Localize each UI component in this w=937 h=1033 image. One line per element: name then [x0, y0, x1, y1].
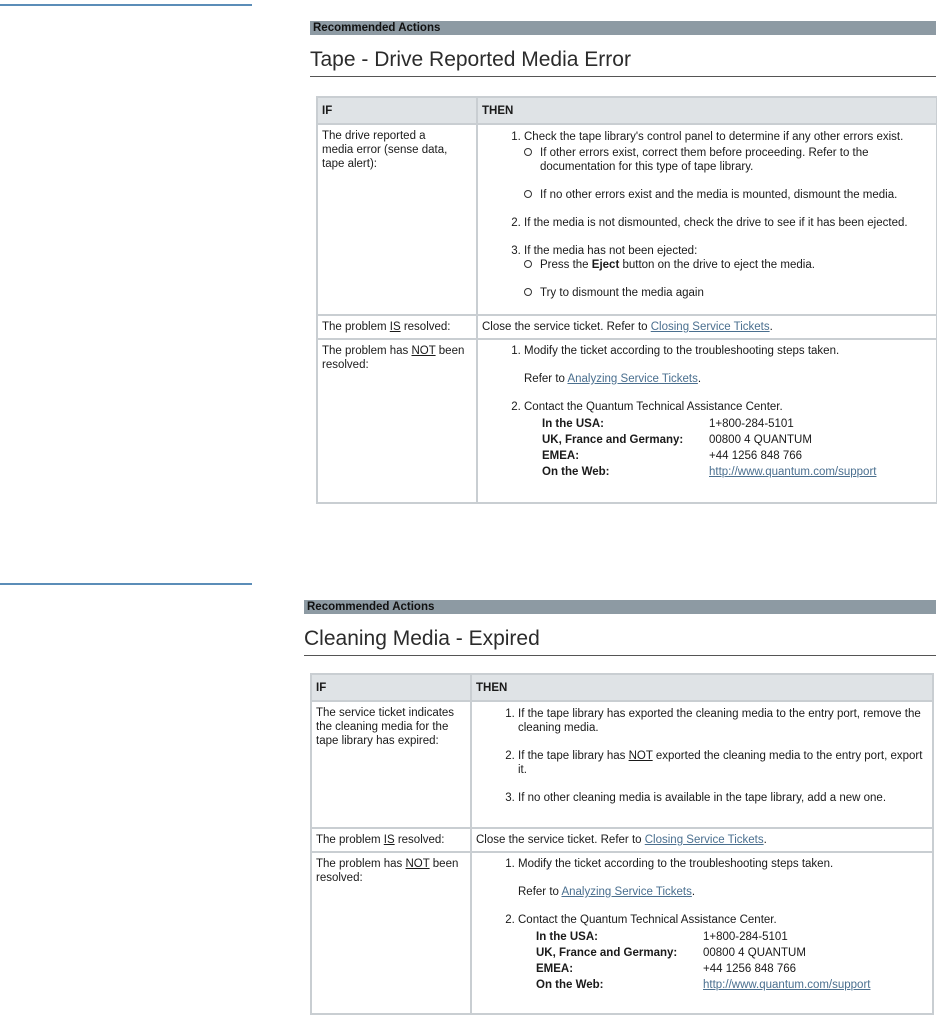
list-item	[524, 344, 932, 386]
emphasis-is: IS	[383, 834, 395, 846]
circle-bullet-icon	[524, 190, 532, 198]
header-if: IF	[311, 674, 471, 701]
list-item	[518, 707, 928, 735]
emphasis-not: NOT	[405, 858, 430, 870]
sub-list	[524, 146, 932, 202]
actions-table	[310, 673, 934, 1015]
table-row	[317, 124, 937, 315]
emphasis-not: NOT	[411, 345, 436, 357]
sub-text: button on the drive to eject the media.	[619, 259, 815, 271]
contact-label: EMEA:	[536, 963, 574, 975]
analyzing-service-tickets-link[interactable]: Analyzing Service Tickets	[567, 373, 698, 385]
sub-item	[524, 188, 932, 202]
contact-table	[524, 416, 876, 480]
contact-row	[518, 961, 870, 977]
then-text: .	[763, 834, 767, 846]
step-text: Contact the Quantum Technical Assistance Center.	[524, 401, 783, 413]
contact-label: In the USA:	[542, 418, 604, 430]
quantum-support-link[interactable]: http://www.quantum.com/support	[703, 979, 871, 991]
emphasis-not: NOT	[628, 750, 653, 762]
table-header-row	[317, 97, 937, 124]
section-cleaning-media-expired	[304, 600, 936, 1015]
then-text: Close the service ticket. Refer to	[476, 834, 645, 846]
contact-label: In the USA:	[536, 931, 598, 943]
step-text: Modify the ticket according to the troubleshooting steps taken.	[518, 858, 834, 870]
circle-bullet-icon	[524, 148, 532, 156]
list-item	[518, 857, 928, 899]
then-cell	[471, 852, 933, 1014]
contact-row	[518, 929, 870, 945]
sub-item	[524, 146, 932, 174]
table-row	[311, 701, 933, 828]
sub-list	[524, 258, 932, 300]
then-cell	[477, 339, 937, 503]
contact-value: 00800 4 QUANTUM	[709, 434, 812, 446]
if-text: The problem has	[316, 858, 406, 870]
section-title: Tape - Drive Reported Media Error	[310, 48, 936, 77]
steps-list	[482, 130, 932, 300]
section-title: Cleaning Media - Expired	[304, 627, 936, 656]
contact-label: EMEA:	[542, 450, 580, 462]
step-text: If the media is not dismounted, check the drive to see if it has been ejected.	[524, 217, 908, 229]
contact-row	[518, 977, 870, 993]
contact-label: On the Web:	[542, 466, 610, 478]
if-cell	[317, 339, 477, 503]
emphasis-is: IS	[389, 321, 401, 333]
if-text: been resolved:	[316, 858, 459, 884]
then-cell	[477, 124, 937, 315]
list-item	[518, 913, 928, 993]
eject-label: Eject	[591, 259, 620, 271]
step-text: If the tape library has exported the cleaning media to the entry port, remove the cleaning media.	[518, 708, 921, 734]
contact-table	[518, 929, 870, 993]
contact-value	[709, 464, 876, 480]
header-then: THEN	[471, 674, 933, 701]
sidebar-rule-top	[0, 4, 252, 6]
recommended-actions-bar: Recommended Actions	[304, 600, 936, 614]
contact-row	[518, 945, 870, 961]
step-text: Modify the ticket according to the troubleshooting steps taken.	[524, 345, 840, 357]
refer-text: .	[697, 373, 702, 385]
contact-value: +44 1256 848 766	[703, 963, 797, 975]
step-text: If the media has not been ejected:	[524, 245, 698, 257]
header-if: IF	[317, 97, 477, 124]
contact-value: +44 1256 848 766	[709, 450, 803, 462]
circle-bullet-icon	[524, 260, 532, 268]
actions-table	[316, 96, 937, 504]
table-row	[311, 828, 933, 852]
contact-row	[524, 448, 876, 464]
then-text: .	[769, 321, 773, 333]
contact-row	[524, 432, 876, 448]
if-cell: The service ticket indicates the cleaning media for the tape library has expired:	[311, 701, 471, 828]
contact-row	[524, 416, 876, 432]
steps-list	[476, 707, 928, 805]
steps-list	[476, 857, 928, 993]
step-text: exported the cleaning media to the entry port, export it.	[518, 750, 923, 776]
sub-item	[524, 258, 932, 272]
steps-list	[482, 344, 932, 480]
then-cell	[471, 828, 933, 852]
if-cell: The drive reported a media error (sense data, tape alert):	[317, 124, 477, 315]
contact-value: 1+800-284-5101	[703, 931, 788, 943]
closing-service-tickets-link[interactable]: Closing Service Tickets	[650, 321, 770, 333]
contact-value: 1+800-284-5101	[709, 418, 794, 430]
refer-line	[518, 885, 928, 899]
step-text: If no other cleaning media is available in the tape library, add a new one.	[518, 792, 887, 804]
contact-label: On the Web:	[536, 979, 604, 991]
recommended-actions-bar: Recommended Actions	[310, 21, 936, 35]
contact-row	[524, 464, 876, 480]
refer-text: Refer to	[524, 373, 568, 385]
contact-label: UK, France and Germany:	[542, 434, 684, 446]
closing-service-tickets-link[interactable]: Closing Service Tickets	[644, 834, 764, 846]
list-item	[524, 216, 932, 230]
quantum-support-link[interactable]: http://www.quantum.com/support	[709, 466, 877, 478]
sub-text: Try to dismount the media again	[540, 287, 704, 299]
table-header-row	[311, 674, 933, 701]
contact-label: UK, France and Germany:	[536, 947, 678, 959]
if-text: The problem	[316, 834, 384, 846]
then-text: Close the service ticket. Refer to	[482, 321, 651, 333]
analyzing-service-tickets-link[interactable]: Analyzing Service Tickets	[561, 886, 692, 898]
section-tape-drive-media-error	[310, 21, 936, 504]
sub-text: Press the	[540, 259, 592, 271]
header-then: THEN	[477, 97, 937, 124]
if-text: resolved:	[394, 834, 445, 846]
if-cell	[317, 315, 477, 339]
list-item	[518, 749, 928, 777]
list-item	[524, 130, 932, 202]
circle-bullet-icon	[524, 288, 532, 296]
then-cell	[477, 315, 937, 339]
if-cell	[311, 852, 471, 1014]
refer-text: Refer to	[518, 886, 562, 898]
if-text: The problem	[322, 321, 390, 333]
table-row	[317, 339, 937, 503]
step-text: Check the tape library's control panel to determine if any other errors exist.	[524, 131, 904, 143]
sub-text: If no other errors exist and the media is mounted, dismount the media.	[540, 189, 898, 201]
then-cell	[471, 701, 933, 828]
if-text: The problem has	[322, 345, 412, 357]
refer-text: .	[691, 886, 696, 898]
list-item	[518, 791, 928, 805]
contact-value	[703, 977, 870, 993]
contact-value: 00800 4 QUANTUM	[703, 947, 806, 959]
sidebar-rule-bottom	[0, 583, 252, 585]
step-text: If the tape library has	[518, 750, 629, 762]
if-cell	[311, 828, 471, 852]
table-row	[317, 315, 937, 339]
list-item	[524, 400, 932, 480]
sub-text: If other errors exist, correct them before proceeding. Refer to the documentation for this type of tape library.	[540, 147, 869, 173]
table-row	[311, 852, 933, 1014]
step-text: Contact the Quantum Technical Assistance Center.	[518, 914, 777, 926]
list-item	[524, 244, 932, 300]
refer-line	[524, 372, 932, 386]
sub-item	[524, 286, 932, 300]
if-text: resolved:	[400, 321, 451, 333]
if-text: been resolved:	[322, 345, 465, 371]
